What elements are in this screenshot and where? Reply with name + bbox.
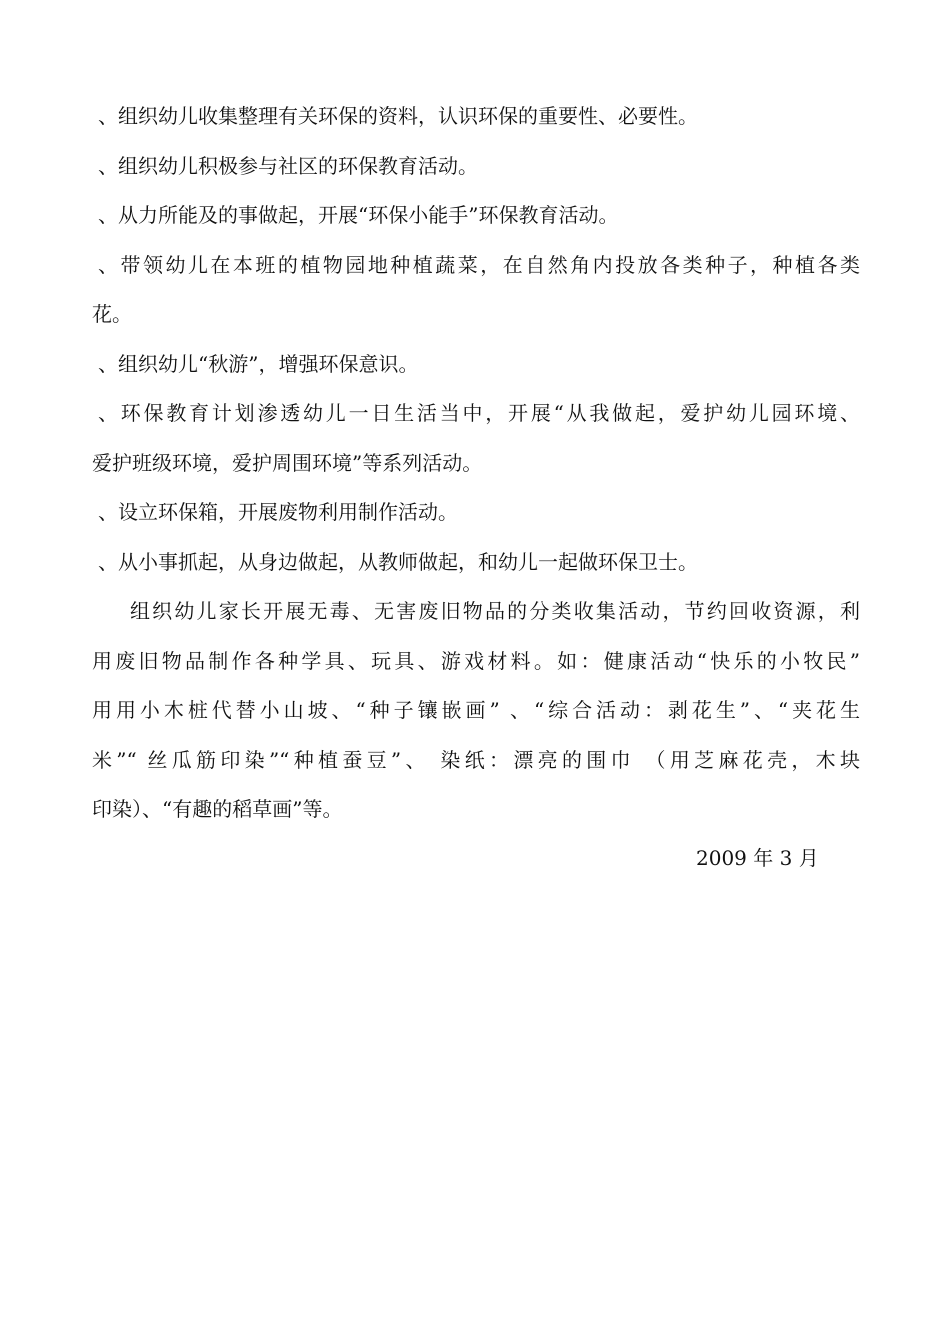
list-item: 、从小事抓起，从身边做起，从教师做起，和幼儿一起做环保卫士。: [98, 549, 698, 574]
list-item-continuation: 花。: [92, 302, 132, 326]
list-item: 、组织幼儿“秋游”，增强环保意识。: [98, 351, 419, 376]
list-item-continuation: 爱护班级环境，爱护周围环境”等系列活动。: [92, 450, 483, 475]
list-item: 、组织幼儿收集整理有关环保的资料，认识环保的重要性、必要性。: [98, 104, 698, 128]
document-date: 2009 年 3 月: [696, 846, 819, 870]
paragraph-line: 印染）、“有趣的稻草画”等。: [92, 797, 343, 821]
paragraph-line: 米”“ 丝瓜筋印染”“种植蚕豆”、 染纸：漂亮的围巾 （用芝麻花壳，木块: [92, 747, 860, 772]
list-item: 、环保教育计划渗透幼儿一日生活当中，开展“从我做起，爱护幼儿园环境、: [98, 401, 860, 425]
list-item: 、组织幼儿积极参与社区的环保教育活动。: [98, 153, 478, 178]
paragraph-line: 组织幼儿家长开展无毒、无害废旧物品的分类收集活动，节约回收资源，利: [130, 599, 860, 623]
paragraph-line: 用废旧物品制作各种学具、玩具、游戏材料。如：健康活动“快乐的小牧民”: [92, 648, 860, 673]
list-item: 、从力所能及的事做起，开展“环保小能手”环保教育活动。: [98, 203, 619, 227]
list-item: 、带领幼儿在本班的植物园地种植蔬菜，在自然角内投放各类种子，种植各类: [98, 252, 860, 277]
list-item: 、设立环保箱，开展废物利用制作活动。: [98, 500, 458, 524]
paragraph-line: 用用小木桩代替小山坡、“种子镶嵌画” 、“综合活动：剥花生”、“夹花生: [92, 698, 860, 722]
document-body: [92, 92, 860, 835]
